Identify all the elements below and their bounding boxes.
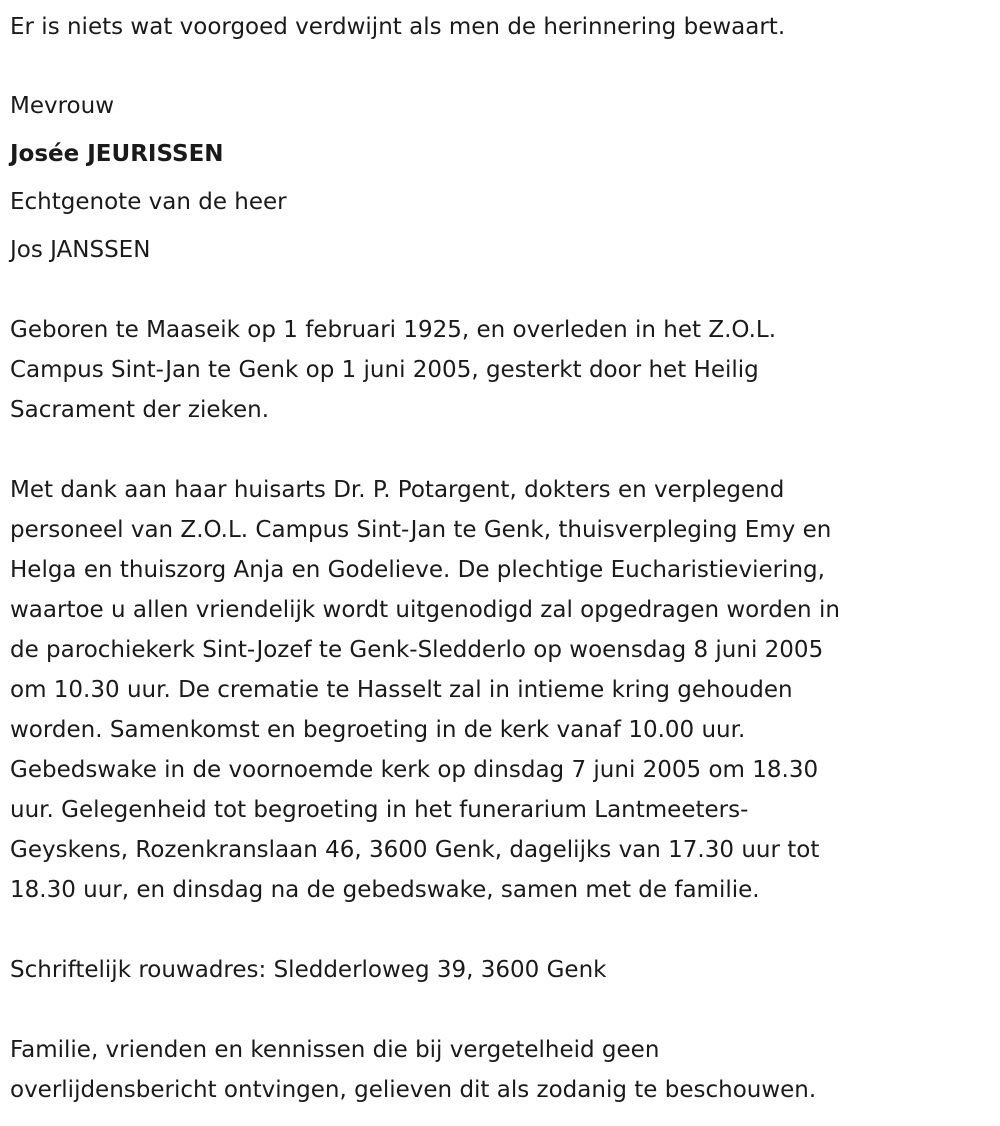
deceased-name: Josée JEURISSEN	[10, 141, 224, 167]
text-line: Sacrament der zieken.	[10, 397, 270, 423]
spouse-name: Jos JANSSEN	[10, 237, 151, 263]
text-line: waartoe u allen vriendelijk wordt uitgenodigd zal opgedragen worden in	[10, 597, 840, 623]
address-paragraph	[10, 950, 1000, 990]
text-line: Geboren te Maaseik op 1 februari 1925, en overleden in het Z.O.L.	[10, 317, 777, 343]
motto: Er is niets wat voorgoed verdwijnt als men de herinnering bewaart.	[10, 14, 786, 40]
text-line: Gebedswake in de voornoemde kerk op dinsdag 7 juni 2005 om 18.30	[10, 757, 819, 783]
salutation: Mevrouw	[10, 93, 115, 119]
text-line: overlijdensbericht ontvingen, gelieven dit als zodanig te beschouwen.	[10, 1077, 817, 1103]
text-line: Geyskens, Rozenkranslaan 46, 3600 Genk, dagelijks van 17.30 uur tot	[10, 837, 820, 863]
text-line: Schriftelijk rouwadres: Sledderloweg 39, 3600 Genk	[10, 957, 607, 983]
text-line: 18.30 uur, en dinsdag na de gebedswake, samen met de familie.	[10, 877, 760, 903]
text-line: uur. Gelegenheid tot begroeting in het funerarium Lantmeeters-	[10, 797, 749, 823]
closing-paragraph	[10, 1030, 1000, 1110]
text-line: de parochiekerk Sint-Jozef te Genk-Sledderlo op woensdag 8 juni 2005	[10, 637, 824, 663]
relation: Echtgenote van de heer	[10, 189, 287, 215]
text-line: om 10.30 uur. De crematie te Hasselt zal in intieme kring gehouden	[10, 677, 793, 703]
text-line: Met dank aan haar huisarts Dr. P. Potargent, dokters en verplegend	[10, 477, 785, 503]
birth-death-paragraph	[10, 310, 1000, 430]
text-line: Helga en thuiszorg Anja en Godelieve. De plechtige Eucharistieviering,	[10, 557, 825, 583]
header	[10, 82, 1000, 274]
text-line: personeel van Z.O.L. Campus Sint-Jan te Genk, thuisverpleging Emy en	[10, 517, 832, 543]
funeral-paragraph	[10, 470, 1000, 910]
text-line: Familie, vrienden en kennissen die bij vergetelheid geen	[10, 1037, 660, 1063]
text-line: Campus Sint-Jan te Genk op 1 juni 2005, gesterkt door het Heilig	[10, 357, 759, 383]
text-line: worden. Samenkomst en begroeting in de kerk vanaf 10.00 uur.	[10, 717, 746, 743]
